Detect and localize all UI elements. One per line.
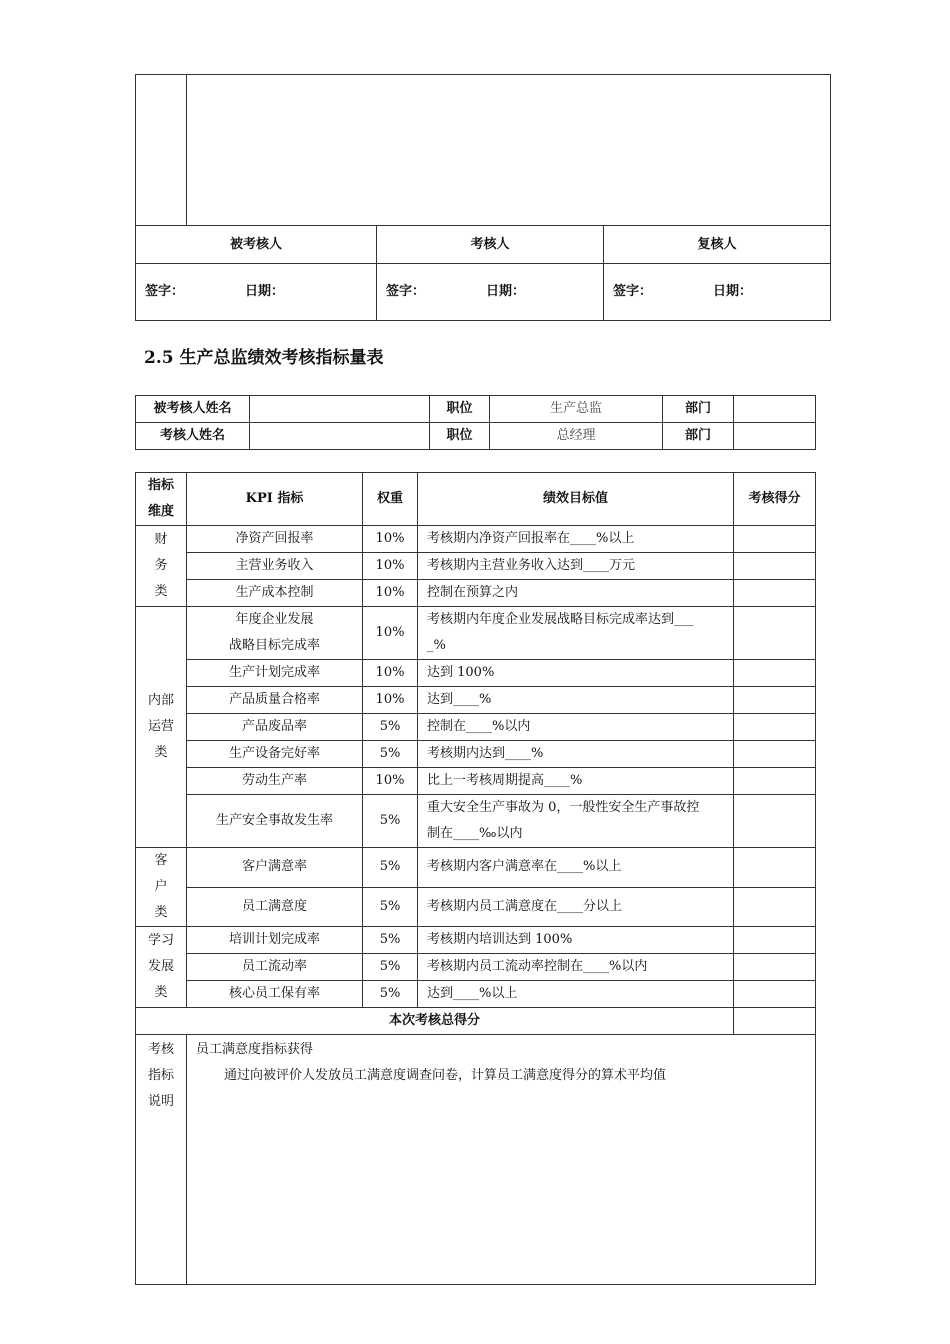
examinee-sign-cell[interactable]	[136, 264, 377, 321]
kpi-target: 考核期内员工流动率控制在____%以内	[418, 954, 734, 981]
examiner-position: 总经理	[490, 423, 663, 450]
position-label: 职位	[430, 423, 490, 450]
examinee-header: 被考核人	[136, 226, 377, 264]
kpi-target: 达到____%以上	[418, 981, 734, 1008]
kpi-target: 考核期内客户满意率在____%以上	[418, 848, 734, 888]
score-header: 考核得分	[734, 473, 816, 526]
kpi-target: 控制在____%以内	[418, 714, 734, 741]
kpi-row	[136, 741, 816, 768]
blank-content-cell	[187, 75, 831, 226]
reviewer-sign-cell[interactable]	[604, 264, 831, 321]
kpi-weight: 10%	[363, 526, 418, 553]
kpi-weight: 5%	[363, 981, 418, 1008]
kpi-name: 生产安全事故发生率	[187, 795, 363, 848]
dimension-cell: 内部 运营 类	[136, 607, 187, 848]
kpi-header: KPI 指标	[187, 473, 363, 526]
dimension-cell: 学习 发展 类	[136, 927, 187, 1008]
notes-label: 考核 指标 说明	[136, 1035, 187, 1285]
kpi-score-field[interactable]	[734, 580, 816, 607]
kpi-score-field[interactable]	[734, 526, 816, 553]
total-score-field[interactable]	[734, 1008, 816, 1035]
target-header: 绩效目标值	[418, 473, 734, 526]
date-label: 日期：	[713, 284, 753, 299]
kpi-name: 年度企业发展 战略目标完成率	[187, 607, 363, 660]
sign-label: 签字：	[145, 284, 185, 299]
kpi-weight: 5%	[363, 887, 418, 927]
kpi-target: 达到____%	[418, 687, 734, 714]
reviewer-header: 复核人	[604, 226, 831, 264]
examinee-name-label: 被考核人姓名	[136, 396, 250, 423]
kpi-name: 产品质量合格率	[187, 687, 363, 714]
sign-label: 签字：	[386, 284, 426, 299]
kpi-name: 客户满意率	[187, 848, 363, 888]
section-title: 2.5 生产总监绩效考核指标量表	[144, 348, 384, 368]
weight-header: 权重	[363, 473, 418, 526]
kpi-score-field[interactable]	[734, 954, 816, 981]
examiner-header: 考核人	[377, 226, 604, 264]
examiner-dept-field[interactable]	[734, 423, 816, 450]
examiner-name-label: 考核人姓名	[136, 423, 250, 450]
kpi-name: 净资产回报率	[187, 526, 363, 553]
dimension-header: 指标 维度	[136, 473, 187, 526]
kpi-score-field[interactable]	[734, 927, 816, 954]
kpi-score-field[interactable]	[734, 660, 816, 687]
kpi-score-field[interactable]	[734, 607, 816, 660]
kpi-score-field[interactable]	[734, 768, 816, 795]
kpi-name: 员工流动率	[187, 954, 363, 981]
kpi-row	[136, 687, 816, 714]
date-label: 日期：	[245, 284, 285, 299]
kpi-weight: 10%	[363, 687, 418, 714]
dept-label: 部门	[663, 396, 734, 423]
kpi-weight: 5%	[363, 848, 418, 888]
kpi-score-field[interactable]	[734, 795, 816, 848]
kpi-name: 生产成本控制	[187, 580, 363, 607]
kpi-row	[136, 795, 816, 848]
notes-line: 通过向被评价人发放员工满意度调查问卷，计算员工满意度得分的算术平均值	[224, 1068, 667, 1083]
kpi-name: 核心员工保有率	[187, 981, 363, 1008]
kpi-name: 生产计划完成率	[187, 660, 363, 687]
kpi-weight: 10%	[363, 553, 418, 580]
kpi-score-field[interactable]	[734, 848, 816, 888]
kpi-row	[136, 553, 816, 580]
kpi-row	[136, 954, 816, 981]
kpi-score-field[interactable]	[734, 553, 816, 580]
dimension-cell: 客 户 类	[136, 848, 187, 927]
kpi-name: 培训计划完成率	[187, 927, 363, 954]
examiner-sign-cell[interactable]	[377, 264, 604, 321]
sign-label: 签字：	[613, 284, 653, 299]
kpi-row	[136, 714, 816, 741]
blank-label-cell	[136, 75, 187, 226]
kpi-target: 考核期内年度企业发展战略目标完成率达到___ _%	[418, 607, 734, 660]
kpi-target: 比上一考核周期提高____%	[418, 768, 734, 795]
kpi-table	[135, 472, 816, 1285]
kpi-row	[136, 580, 816, 607]
kpi-target: 考核期内培训达到 100%	[418, 927, 734, 954]
kpi-weight: 5%	[363, 714, 418, 741]
kpi-row	[136, 526, 816, 553]
kpi-row	[136, 768, 816, 795]
signoff-table	[135, 74, 831, 321]
date-label: 日期：	[486, 284, 526, 299]
kpi-weight: 10%	[363, 660, 418, 687]
kpi-target: 考核期内主营业务收入达到____万元	[418, 553, 734, 580]
kpi-weight: 10%	[363, 768, 418, 795]
kpi-score-field[interactable]	[734, 714, 816, 741]
kpi-name: 劳动生产率	[187, 768, 363, 795]
kpi-weight: 10%	[363, 607, 418, 660]
examinee-position: 生产总监	[490, 396, 663, 423]
kpi-score-field[interactable]	[734, 741, 816, 768]
examinee-name-field[interactable]	[250, 396, 430, 423]
kpi-target: 考核期内净资产回报率在____%以上	[418, 526, 734, 553]
info-table	[135, 395, 816, 450]
kpi-target: 重大安全生产事故为 0，一般性安全生产事故控 制在____‰以内	[418, 795, 734, 848]
kpi-row	[136, 981, 816, 1008]
kpi-weight: 5%	[363, 927, 418, 954]
kpi-row	[136, 660, 816, 687]
total-score-label: 本次考核总得分	[136, 1008, 734, 1035]
kpi-weight: 5%	[363, 954, 418, 981]
kpi-weight: 5%	[363, 795, 418, 848]
kpi-score-field[interactable]	[734, 687, 816, 714]
dimension-cell: 财 务 类	[136, 526, 187, 607]
examinee-dept-field[interactable]	[734, 396, 816, 423]
dept-label: 部门	[663, 423, 734, 450]
kpi-row	[136, 927, 816, 954]
examiner-name-field[interactable]	[250, 423, 430, 450]
kpi-weight: 10%	[363, 580, 418, 607]
kpi-score-field[interactable]	[734, 887, 816, 927]
kpi-score-field[interactable]	[734, 981, 816, 1008]
kpi-target: 考核期内员工满意度在____分以上	[418, 887, 734, 927]
kpi-target: 控制在预算之内	[418, 580, 734, 607]
kpi-target: 达到 100%	[418, 660, 734, 687]
kpi-row	[136, 607, 816, 660]
kpi-name: 产品废品率	[187, 714, 363, 741]
notes-line: 员工满意度指标获得	[196, 1042, 314, 1057]
position-label: 职位	[430, 396, 490, 423]
kpi-row	[136, 848, 816, 888]
kpi-name: 员工满意度	[187, 887, 363, 927]
kpi-target: 考核期内达到____%	[418, 741, 734, 768]
notes-content	[187, 1035, 816, 1285]
kpi-name: 生产设备完好率	[187, 741, 363, 768]
kpi-weight: 5%	[363, 741, 418, 768]
kpi-row	[136, 887, 816, 927]
kpi-name: 主营业务收入	[187, 553, 363, 580]
